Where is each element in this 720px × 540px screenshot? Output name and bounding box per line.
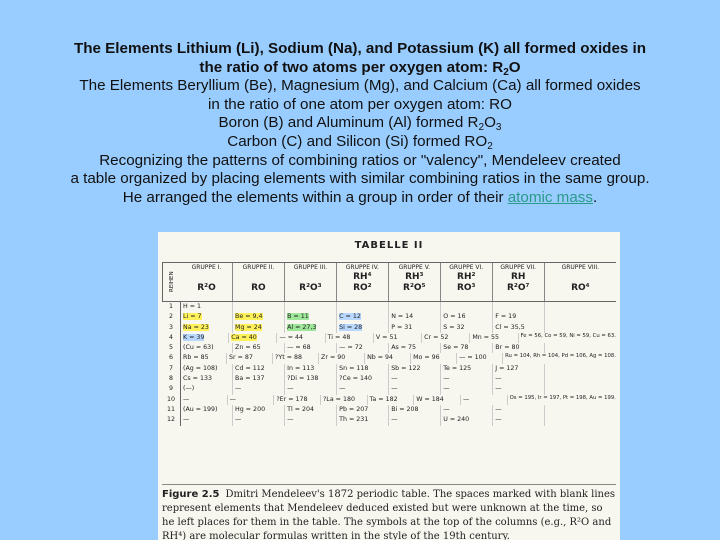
- table-cell: [181, 333, 229, 343]
- element-entry: Be = 9,4: [235, 313, 263, 321]
- group-header: [181, 263, 233, 301]
- line-alkali-ratio: the ratio of two atoms per oxygen atom: $R_2O$: [199, 58, 521, 78]
- table-cell: Sn = 118: [337, 364, 389, 374]
- table-cell: —: [285, 384, 337, 394]
- table-cell: [545, 302, 616, 312]
- table-cell: ?Yt = 88: [273, 353, 319, 363]
- table-cell: — = 72: [337, 343, 389, 353]
- figure-caption: [162, 484, 616, 540]
- table-cell: [285, 323, 337, 333]
- row-number: 4: [162, 333, 181, 343]
- table-cell: Bi = 208: [389, 405, 441, 415]
- line-alkali: The Elements Lithium (Li), Sodium (Na), and Potassium (K) all formed oxides in: [73, 40, 647, 57]
- table-cell: —: [441, 374, 493, 384]
- group-header: [493, 263, 545, 301]
- table-cell: [229, 333, 277, 343]
- table-cell: ?La = 180: [321, 395, 368, 405]
- table-cell: Pb = 207: [337, 405, 389, 415]
- mendeleev-table: [162, 262, 616, 426]
- table-cell: Nb = 94: [365, 353, 411, 363]
- table-cell: Fe = 56, Co = 59, Ni = 59, Cu = 63.: [520, 332, 616, 339]
- table-cell: Os = 195, Ir = 197, Pt = 198, Au = 199.: [509, 394, 616, 401]
- table-cell: [285, 312, 337, 322]
- group-name: GRUPPE IV.: [345, 264, 379, 271]
- table-cell: ?Di = 138: [285, 374, 337, 384]
- element-entry: C = 12: [339, 313, 361, 321]
- table-cell: [545, 374, 616, 384]
- element-entry: Li = 7: [183, 313, 202, 321]
- table-cell: U = 240: [441, 415, 493, 425]
- table-row: [162, 384, 616, 394]
- group-name: GRUPPE VIII.: [561, 264, 600, 271]
- table-cell: [389, 302, 441, 312]
- group-header: [441, 263, 493, 301]
- table-cell: —: [493, 384, 545, 394]
- periodic-table-scan: [158, 232, 620, 540]
- row-number: 6: [162, 353, 181, 363]
- table-cell: O = 16: [441, 312, 493, 322]
- line-table-organization: a table organized by placing elements with similar combining ratios in the same group.: [70, 170, 650, 188]
- line-carbon-silicon: Carbon (C) and Silicon (Si) formed $RO_2$: [227, 132, 493, 152]
- row-number: 7: [162, 364, 181, 374]
- line-boron-aluminum: Boron (B) and Aluminum (Al) formed $R_2O_3$: [218, 114, 502, 134]
- table-cell: Hg = 200: [233, 405, 285, 415]
- group-formula: RO³: [456, 283, 476, 293]
- table-row: [162, 343, 616, 353]
- table-cell: —: [181, 415, 233, 425]
- table-cell: Tl = 204: [285, 405, 337, 415]
- table-cell: As = 75: [389, 343, 441, 353]
- table-cell: [181, 312, 233, 322]
- table-cell: V = 51: [374, 333, 422, 343]
- table-body: [162, 302, 616, 426]
- table-cell: —: [233, 384, 285, 394]
- table-cell: — = 44: [277, 333, 325, 343]
- table-row: [162, 353, 616, 363]
- line-valency: Recognizing the patterns of combining ratios or "valency", Mendeleev created: [99, 151, 621, 169]
- row-number: 1: [162, 302, 181, 312]
- group-name: GRUPPE II.: [242, 264, 275, 271]
- table-cell: —: [181, 395, 228, 405]
- table-row: [162, 364, 616, 374]
- group-formula: R²O³: [299, 283, 322, 293]
- table-cell: Sb = 122: [389, 364, 441, 374]
- table-cell: ?Ce = 140: [337, 374, 389, 384]
- table-cell: (Cu = 63): [181, 343, 233, 353]
- table-cell: Sr = 87: [227, 353, 273, 363]
- table-cell: — = 68: [285, 343, 337, 353]
- table-cell: [181, 323, 233, 333]
- table-cell: [493, 302, 545, 312]
- table-cell: —: [389, 384, 441, 394]
- group-hydride: [545, 272, 616, 283]
- table-cell: (Ag = 108): [181, 364, 233, 374]
- table-cell: Th = 231: [337, 415, 389, 425]
- table-cell: —: [493, 405, 545, 415]
- table-cell: W = 184: [414, 395, 461, 405]
- table-row: [162, 302, 616, 312]
- group-hydride: [181, 272, 232, 283]
- table-row: [162, 312, 616, 322]
- table-cell: Mo = 96: [411, 353, 457, 363]
- table-cell: [545, 312, 616, 322]
- table-cell: [233, 323, 285, 333]
- group-formula: R²O⁵: [403, 283, 426, 293]
- table-cell: [285, 302, 337, 312]
- line-alkaline-earth: The Elements Beryllium (Be), Magnesium (Mg), and Calcium (Ca) all formed oxides: [79, 77, 641, 95]
- table-cell: ?Er = 178: [274, 395, 321, 405]
- group-header: [389, 263, 441, 301]
- element-entry: Mg = 24: [235, 323, 262, 331]
- group-hydride: RH⁴: [353, 272, 372, 282]
- line-alkaline-earth-ratio: in the ratio of one atom per oxygen atom: RO: [208, 95, 512, 113]
- table-cell: F = 19: [493, 312, 545, 322]
- table-cell: —: [285, 415, 337, 425]
- group-hydride: RH: [510, 272, 526, 282]
- element-entry: K = 39: [183, 333, 205, 341]
- element-entry: Si = 28: [339, 323, 363, 331]
- table-cell: Te = 125: [441, 364, 493, 374]
- table-cell: [233, 302, 285, 312]
- table-cell: [545, 384, 616, 394]
- table-cell: Cs = 133: [181, 374, 233, 384]
- table-cell: (—): [181, 384, 233, 394]
- table-cell: —: [389, 415, 441, 425]
- row-number: 9: [162, 384, 181, 394]
- table-cell: —: [493, 374, 545, 384]
- group-header: [285, 263, 337, 301]
- figure-number: Figure 2.5: [162, 489, 220, 500]
- table-cell: In = 113: [285, 364, 337, 374]
- group-header: [337, 263, 389, 301]
- table-header: [162, 262, 616, 302]
- table-cell: Mn = 55: [470, 333, 518, 343]
- element-entry: Na = 23: [183, 323, 209, 331]
- table-cell: Br = 80: [493, 343, 545, 353]
- table-row: [162, 405, 616, 415]
- table-cell: —: [493, 415, 545, 425]
- table-cell: —: [228, 395, 275, 405]
- table-cell: [233, 312, 285, 322]
- row-number: 2: [162, 312, 181, 322]
- group-formula: R²O: [197, 283, 216, 293]
- table-cell: [545, 323, 616, 333]
- row-number: 5: [162, 343, 181, 353]
- table-cell: Ta = 182: [368, 395, 415, 405]
- group-name: GRUPPE VI.: [449, 264, 484, 271]
- group-hydride: [285, 272, 336, 283]
- row-number: 10: [162, 395, 181, 405]
- table-title: TABELLE II: [354, 240, 424, 251]
- table-cell: —: [441, 405, 493, 415]
- table-cell: [545, 405, 616, 415]
- element-entry: Al = 27,3: [287, 323, 317, 331]
- table-row: [162, 395, 616, 405]
- table-cell: Zr = 90: [319, 353, 365, 363]
- table-cell: H = 1: [181, 302, 233, 312]
- row-number: 3: [162, 323, 181, 333]
- table-row: [162, 374, 616, 384]
- table-cell: [337, 302, 389, 312]
- row-number: 11: [162, 405, 181, 415]
- table-cell: [545, 415, 616, 425]
- table-cell: Rb = 85: [181, 353, 227, 363]
- group-formula: RO: [251, 283, 266, 293]
- table-cell: —: [389, 374, 441, 384]
- table-cell: [441, 302, 493, 312]
- table-cell: N = 14: [389, 312, 441, 322]
- table-cell: —: [441, 384, 493, 394]
- table-cell: Ba = 137: [233, 374, 285, 384]
- group-hydride: RH³: [405, 272, 424, 282]
- group-name: GRUPPE VII.: [500, 264, 537, 271]
- table-cell: — = 100: [457, 353, 503, 363]
- table-cell: Se = 78: [441, 343, 493, 353]
- table-cell: —: [461, 395, 508, 405]
- group-name: GRUPPE V.: [398, 264, 430, 271]
- row-header-label: REIHEN: [162, 263, 181, 301]
- table-row: [162, 323, 616, 333]
- atomic-mass-link[interactable]: atomic mass: [507, 188, 593, 206]
- table-cell: Cl = 35,5: [493, 323, 545, 333]
- table-cell: J = 127: [493, 364, 545, 374]
- table-cell: Ru = 104, Rh = 104, Pd = 106, Ag = 108.: [505, 353, 616, 360]
- table-cell: Ti = 48: [326, 333, 374, 343]
- group-header: [233, 263, 285, 301]
- table-cell: [545, 343, 616, 353]
- table-cell: Cd = 112: [233, 364, 285, 374]
- group-name: GRUPPE III.: [293, 264, 328, 271]
- element-entry: Ca = 40: [231, 333, 257, 341]
- element-entry: B = 11: [287, 313, 309, 321]
- caption-text: Dmitri Mendeleev's 1872 periodic table. The spaces marked with blank lines represent elements that Mendeleev deduced existed but were unknown at the time, so he left places for them in the table. The symbols at the top of the columns (e.g., R²O and RH⁴) are molecular formulas written in the style of the 19th century.: [162, 489, 616, 540]
- table-cell: P = 31: [389, 323, 441, 333]
- group-formula: RO⁴: [571, 283, 590, 293]
- table-cell: (Au = 199): [181, 405, 233, 415]
- line-atomic-mass: He arranged the elements within a group in order of their atomic mass.: [122, 188, 598, 206]
- row-number: 12: [162, 415, 181, 425]
- group-hydride: [233, 272, 284, 283]
- table-cell: [337, 323, 389, 333]
- group-hydride: RH²: [457, 272, 476, 282]
- group-name: GRUPPE I.: [191, 264, 222, 271]
- table-cell: [545, 364, 616, 374]
- table-cell: —: [233, 415, 285, 425]
- table-row: [162, 333, 616, 343]
- table-row: [162, 415, 616, 425]
- table-cell: Cr = 52: [422, 333, 470, 343]
- row-number: 8: [162, 374, 181, 384]
- group-header: [545, 263, 616, 301]
- table-cell: [337, 312, 389, 322]
- group-formula: R²O⁷: [506, 283, 530, 293]
- table-cell: Zn = 65: [233, 343, 285, 353]
- group-formula: RO²: [353, 283, 372, 293]
- table-cell: S = 32: [441, 323, 493, 333]
- table-cell: —: [337, 384, 389, 394]
- slide-text: [20, 40, 700, 207]
